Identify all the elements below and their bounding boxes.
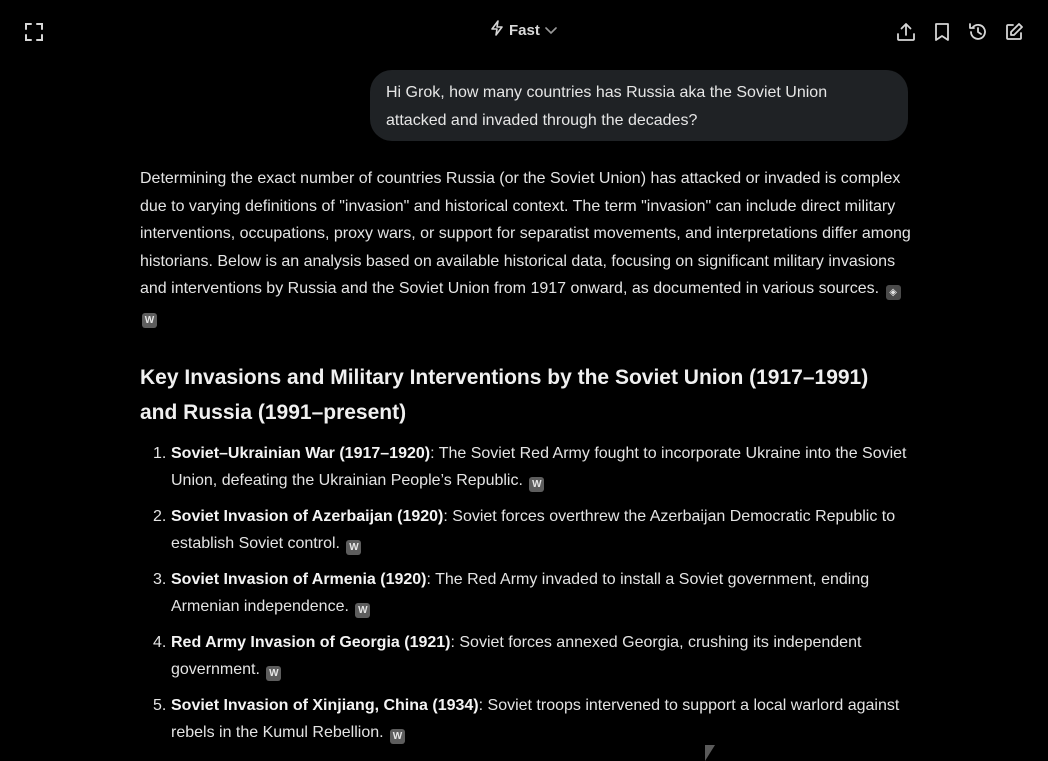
list-number: 4. <box>153 634 167 651</box>
item-text: : Soviet troops intervened to support a local warlord against rebels in the Kumul Rebellion. <box>171 697 900 741</box>
share-icon[interactable] <box>892 18 920 46</box>
list-number: 2. <box>153 508 167 525</box>
response-intro-text: Determining the exact number of countries Russia (or the Soviet Union) has attacked or invaded is complex due to varying definitions of "invasion" and historical context. The term "invasion" can include direct military interventions, occupations, proxy wars, or support for separatist movements, and interpretations differ among historians. Below is an analysis based on available historical data, focusing on significant military invasions and interventions by Russia and the Soviet Union from 1917 onward, as documented in various sources. <box>140 170 911 297</box>
item-title: Soviet Invasion of Azerbaijan (1920) <box>171 508 444 525</box>
item-title: Soviet Invasion of Xinjiang, China (1934) <box>171 697 479 714</box>
assistant-response <box>140 165 915 330</box>
user-message-text: Hi Grok, how many countries has Russia aka the Soviet Union attacked and invaded through the decades? <box>386 84 828 129</box>
item-title: Red Army Invasion of Georgia (1921) <box>171 634 451 651</box>
wikipedia-citation-icon[interactable]: W <box>142 313 157 328</box>
wikipedia-citation-icon[interactable]: W <box>529 477 544 492</box>
fullscreen-icon[interactable] <box>20 18 48 46</box>
list-number: 3. <box>153 571 167 588</box>
wikipedia-citation-icon[interactable]: W <box>355 603 370 618</box>
list-number: 1. <box>153 445 167 462</box>
list-item <box>140 566 915 620</box>
source-favicon-icon[interactable]: ◈ <box>886 285 901 300</box>
model-selector[interactable] <box>490 18 557 42</box>
list-item <box>140 692 915 746</box>
wikipedia-citation-icon[interactable]: W <box>266 666 281 681</box>
user-message-bubble <box>370 70 908 141</box>
wikipedia-citation-icon[interactable]: W <box>346 540 361 555</box>
list-item <box>140 503 915 557</box>
wikipedia-citation-icon[interactable]: W <box>390 729 405 744</box>
list-number: 5. <box>153 697 167 714</box>
response-intro <box>140 165 915 330</box>
list-item <box>140 440 915 494</box>
chevron-down-icon <box>545 22 557 39</box>
history-icon[interactable] <box>964 18 992 46</box>
new-chat-icon[interactable] <box>1000 18 1028 46</box>
item-text: : Soviet forces annexed Georgia, crushing its independent government. <box>171 634 862 678</box>
model-label: Fast <box>509 21 540 39</box>
section-heading: Key Invasions and Military Interventions by the Soviet Union (1917–1991) and Russia (1991–present) <box>140 366 869 424</box>
item-text: : Soviet forces overthrew the Azerbaijan Democratic Republic to establish Soviet control. <box>171 508 896 552</box>
list-item <box>140 629 915 683</box>
item-title: Soviet–Ukrainian War (1917–1920) <box>171 445 431 462</box>
item-text: : The Red Army invaded to install a Soviet government, ending Armenian independence. <box>171 571 870 615</box>
bookmark-icon[interactable] <box>928 18 956 46</box>
invasion-list <box>140 440 915 755</box>
item-title: Soviet Invasion of Armenia (1920) <box>171 571 427 588</box>
bolt-icon <box>490 20 504 40</box>
top-bar <box>0 0 1048 62</box>
item-text: : The Soviet Red Army fought to incorporate Ukraine into the Soviet Union, defeating the Ukrainian People’s Republic. <box>171 445 907 489</box>
